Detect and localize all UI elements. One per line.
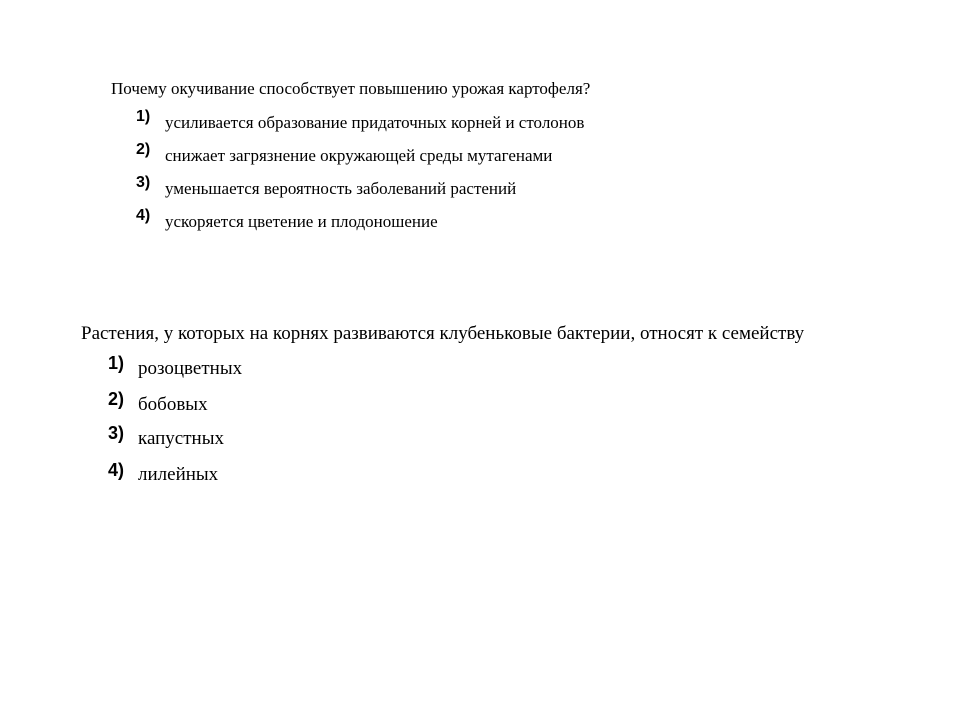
question-1-text: Почему окучивание способствует повышению урожая картофеля? xyxy=(111,79,591,98)
question-2-option-1-number: 1) xyxy=(108,353,125,373)
question-1-option-1-number: 1) xyxy=(136,108,151,125)
question-2-option-3-text: капустных xyxy=(138,428,224,449)
question-1-option-2-number: 2) xyxy=(136,141,151,158)
question-2-option-3-number: 3) xyxy=(108,423,125,443)
question-1-option-3-number: 3) xyxy=(136,174,151,191)
question-2-option-2-number: 2) xyxy=(108,389,125,409)
question-1-option-3-text: уменьшается вероятность заболеваний растений xyxy=(165,179,517,198)
question-2-option-4-text: лилейных xyxy=(138,464,219,485)
question-1-option-1-text: усиливается образование придаточных корней и столонов xyxy=(165,113,585,132)
question-2-option-4-number: 4) xyxy=(108,460,125,480)
question-1-option-4-text: ускоряется цветение и плодоношение xyxy=(165,212,438,231)
question-2-option-2-text: бобовых xyxy=(138,394,208,415)
question-1-option-2-text: снижает загрязнение окружающей среды мутагенами xyxy=(165,146,553,165)
question-2-option-1-text: розоцветных xyxy=(138,358,243,379)
question-1-option-4-number: 4) xyxy=(136,207,151,224)
question-2-text: Растения, у которых на корнях развиваются клубеньковые бактерии, относят к семейству xyxy=(81,323,805,344)
